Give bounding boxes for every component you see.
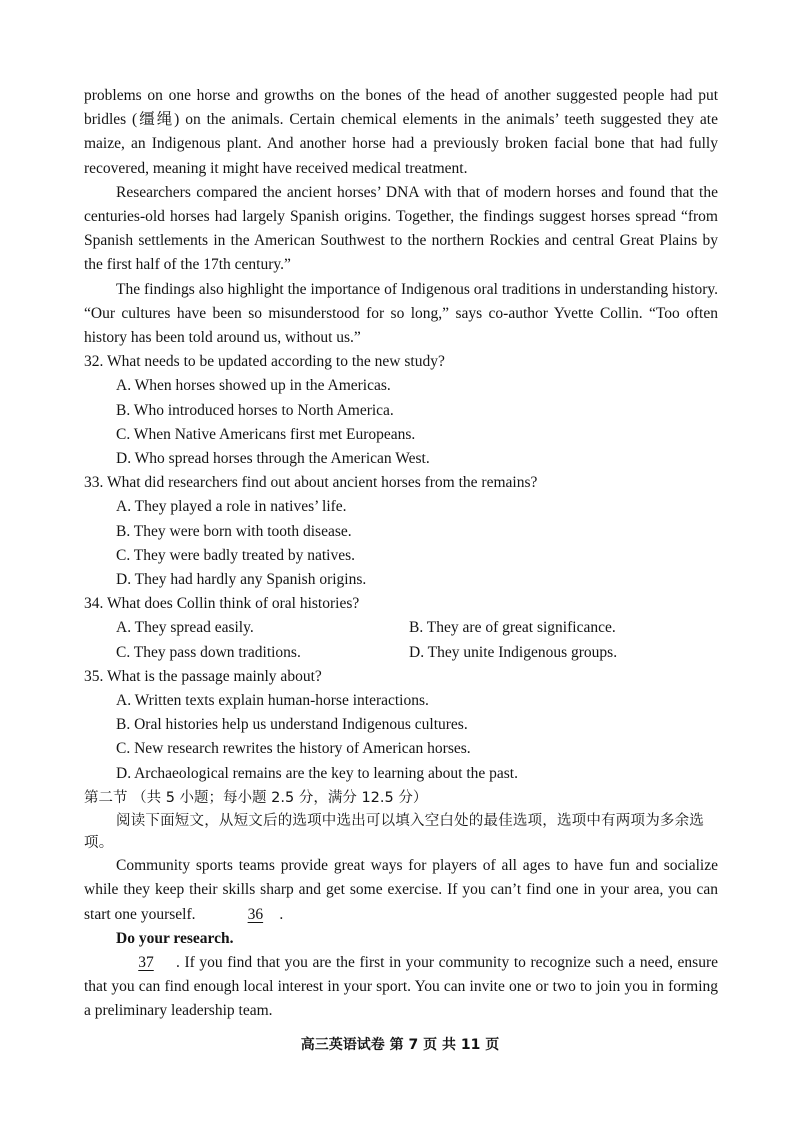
option-b: B. Who introduced horses to North America. bbox=[116, 401, 394, 419]
option-row bbox=[84, 641, 718, 665]
passage-paragraph: The findings also highlight the importance of Indigenous oral traditions in understanding history. “Our cultures have been so misunderstood for so long,” says co-author Yvette Collin. “Too often history has been told around us, without us.” bbox=[84, 280, 718, 347]
option-d: D. Archaeological remains are the key to learning about the past. bbox=[116, 764, 518, 782]
question-stem: 34. What does Collin think of oral histories? bbox=[84, 595, 360, 613]
cloze-text: Community sports teams provide great ways for players of all ages to have fun and socialize while they keep their skills sharp and get some exercise. If you can’t find one in your area, you can start one yourself. bbox=[84, 857, 718, 923]
option-a: A. When horses showed up in the Americas. bbox=[116, 377, 391, 395]
page-footer: 高三英语试卷 第 7 页 共 11 页 bbox=[300, 1037, 500, 1053]
cloze-paragraph bbox=[84, 951, 718, 1024]
cloze-paragraph bbox=[84, 854, 718, 927]
option-a: A. They spread easily. bbox=[116, 619, 254, 637]
option-c: C. They were badly treated by natives. bbox=[116, 546, 356, 564]
passage-paragraph: Researchers compared the ancient horses’ DNA with that of modern horses and found that the centuries-old horses had largely Spanish origins. Together, the findings suggest horses spread “from Spanish settlements in the American Southwest to the northern Rockies and central Great Plains by the first half of the 17th century.” bbox=[84, 183, 718, 274]
option-row bbox=[84, 616, 718, 640]
option-d: D. They unite Indigenous groups. bbox=[409, 643, 618, 661]
question-33 bbox=[84, 471, 718, 592]
section-instructions: 阅读下面短文，从短文后的选项中选出可以填入空白处的最佳选项，选项中有两项为多余选项。 bbox=[84, 813, 704, 852]
question-34 bbox=[84, 592, 718, 665]
question-stem: 33. What did researchers find out about ancient horses from the remains? bbox=[84, 474, 538, 492]
option-c: C. They pass down traditions. bbox=[116, 643, 301, 661]
option-d: D. They had hardly any Spanish origins. bbox=[116, 571, 367, 589]
question-35 bbox=[84, 665, 718, 786]
option-c: C. New research rewrites the history of American horses. bbox=[116, 740, 471, 758]
option-c: C. When Native Americans first met Europeans. bbox=[116, 425, 416, 443]
option-b: B. They were born with tooth disease. bbox=[116, 522, 352, 540]
option-a: A. They played a role in natives’ life. bbox=[116, 498, 347, 516]
question-stem: 35. What is the passage mainly about? bbox=[84, 667, 322, 685]
cloze-text: . If you find that you are the first in your community to recognize such a need, ensure that you can find enough local interest in your sport. You can invite one or two to join you in forming a preliminary leadership team. bbox=[84, 953, 718, 1020]
option-a: A. Written texts explain human-horse interactions. bbox=[116, 692, 429, 710]
section-heading: Do your research. bbox=[116, 929, 234, 947]
section-title: 第二节 （共 5 小题；每小题 2.5 分，满分 12.5 分） bbox=[84, 789, 428, 806]
exam-page bbox=[84, 84, 718, 1024]
passage-paragraph: problems on one horse and growths on the bones of the head of another suggested people had put bridles (缰绳) on the animals. Certain chemical elements in the animals’ teeth suggested they ate maize, an Indigenous plant. And another horse had a previously broken facial bone that had fully recovered, meaning it might have received medical treatment. bbox=[84, 87, 718, 177]
cloze-text-end: . bbox=[279, 905, 284, 923]
question-32 bbox=[84, 350, 718, 471]
question-stem: 32. What needs to be updated according to the new study? bbox=[84, 353, 445, 371]
option-b: B. Oral histories help us understand Indigenous cultures. bbox=[116, 716, 468, 734]
option-b: B. They are of great significance. bbox=[409, 619, 616, 637]
blank-36: 36 bbox=[247, 905, 264, 923]
option-d: D. Who spread horses through the American West. bbox=[116, 450, 430, 468]
blank-37: 37 bbox=[138, 953, 154, 971]
